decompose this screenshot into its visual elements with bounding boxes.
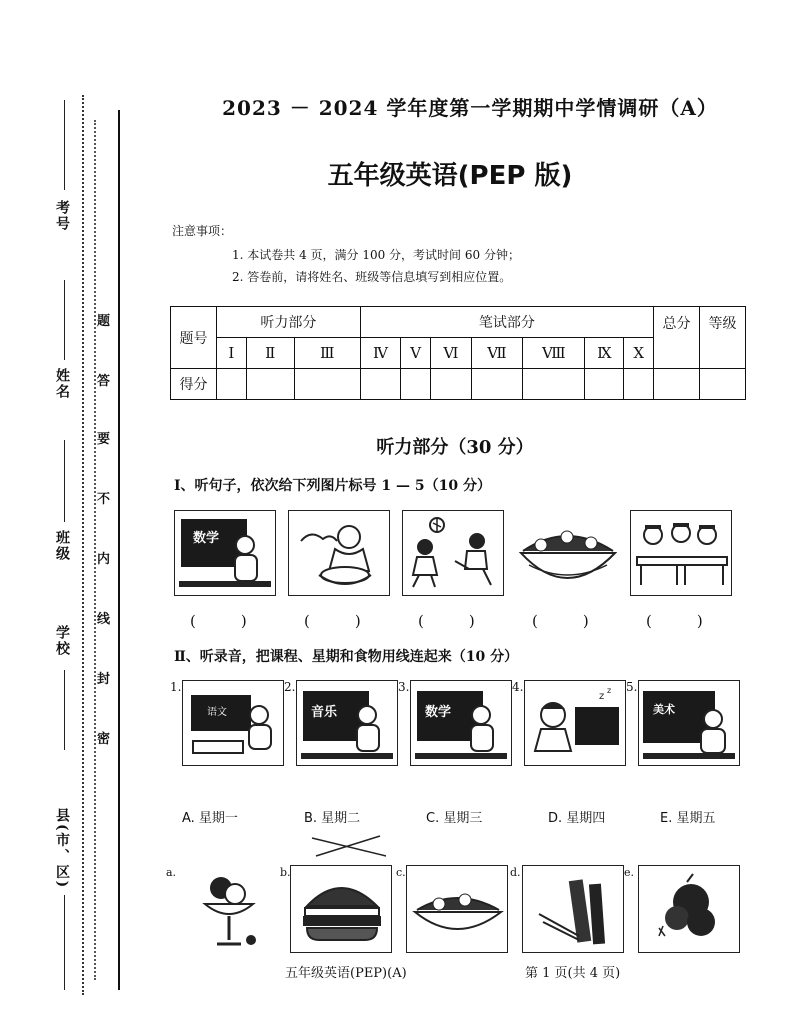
writing-header: 笔试部分 [360,307,653,338]
dotted-fold-line [82,95,84,995]
class-blank[interactable] [64,440,65,522]
footer-subject: 五年级英语(PEP)(A) [285,966,407,981]
seal-char: 不 [97,492,111,507]
score-cell[interactable] [294,369,360,400]
binding-margin [0,0,130,1018]
footer-page-number: 第 1 页(共 4 页) [525,966,621,981]
math-class-illustration [411,681,512,766]
score-cell[interactable] [401,369,431,400]
col-header: Ⅶ [471,338,522,369]
exam-number-label: 考号 [54,200,70,232]
hamburger-illustration [291,866,393,954]
seal-char: 答 [97,374,111,389]
girl-washing-illustration [289,511,390,596]
exam-number-blank[interactable] [64,100,65,190]
board-text: 音乐 [311,705,338,720]
food-letter: b. [280,866,291,879]
seal-char: 题 [97,314,111,329]
picture-ice-cream [180,865,282,953]
board-text: 美术 [653,703,675,716]
board-text: 数学 [425,705,452,720]
picture-hamburger [290,865,392,953]
col-header: Ⅳ [360,338,400,369]
svg-text:z: z [599,691,605,702]
score-cell[interactable] [360,369,400,400]
food-letter: d. [510,866,521,879]
score-cell[interactable] [523,369,585,400]
picture-boys-soccer [402,510,504,596]
picture-math-class [410,680,512,766]
name-blank[interactable] [64,280,65,360]
food-letter: e. [624,866,635,879]
score-cell[interactable] [217,369,247,400]
day-option-d: D. 星期四 [548,811,606,826]
grapes-illustration [639,866,741,954]
seal-char: 内 [97,552,111,567]
day-option-e: E. 星期五 [660,811,716,826]
chinese-class-illustration [183,681,284,766]
salad-bowl-illustration [517,511,618,596]
row-header-number: 题号 [171,307,217,369]
score-cell[interactable] [246,369,294,400]
seal-char: 线 [97,612,111,627]
teacher-board-illustration [175,511,276,596]
subject-title: 五年级英语(PEP 版) [327,161,573,191]
picture-girl-sleepy [524,680,626,766]
svg-text:z: z [607,686,612,695]
salad-bowl-illustration [407,866,509,954]
col-header: Ⅴ [401,338,431,369]
answer-blank-1[interactable]: ( ) [190,612,247,630]
grade-cell[interactable] [700,369,746,400]
picture-art-class [638,680,740,766]
music-class-illustration [297,681,398,766]
picture-salad [516,510,618,596]
answer-blank-2[interactable]: ( ) [304,612,361,630]
listening-header: 听力部分 [217,307,361,338]
girl-sleepy-illustration [525,681,626,766]
col-header: Ⅵ [431,338,472,369]
item-number: 3. [398,680,410,694]
seal-char: 密 [97,732,111,747]
chocolate-bars-illustration [523,866,625,954]
dotted-fold-line-inner [94,120,96,980]
score-cell[interactable] [585,369,624,400]
food-letter: c. [396,866,406,879]
boys-soccer-illustration [403,511,504,596]
day-option-c: C. 星期三 [426,811,483,826]
name-label: 姓名 [54,368,70,400]
day-option-b: B. 星期二 [304,811,361,826]
class-label: 班级 [54,530,70,562]
col-header: Ⅸ [585,338,624,369]
picture-teacher-math [174,510,276,596]
total-header: 总分 [654,307,700,369]
col-header: Ⅹ [624,338,654,369]
total-cell[interactable] [654,369,700,400]
score-cell[interactable] [624,369,654,400]
grade-header: 等级 [700,307,746,369]
answer-blank-4[interactable]: ( ) [532,612,589,630]
picture-chocolate-bars [522,865,624,953]
students-desks-illustration [631,511,732,596]
ice-cream-illustration [181,866,283,954]
crossed-pencil-lines [310,832,390,862]
item-number: 4. [512,680,524,694]
note-item: 1. 本试卷共 4 页，满分 100 分，考试时间 60 分钟； [232,248,520,262]
seal-char: 封 [97,672,111,687]
item-number: 1. [170,680,182,694]
answer-blank-3[interactable]: ( ) [418,612,475,630]
seal-line [118,110,120,990]
answer-blank-5[interactable]: ( ) [646,612,703,630]
score-cell[interactable] [471,369,522,400]
col-header: Ⅲ [294,338,360,369]
note-item: 2. 答卷前，请将姓名、班级等信息填写到相应位置。 [232,270,512,284]
board-text: 语文 [207,707,227,718]
art-class-illustration [639,681,740,766]
picture-students-desks [630,510,732,596]
county-blank[interactable] [64,895,65,990]
picture-music-class [296,680,398,766]
picture-chinese-class [182,680,284,766]
seal-char: 要 [97,432,111,447]
listening-section-title: 听力部分（30 分） [376,437,534,458]
school-blank[interactable] [64,670,65,750]
col-header: Ⅷ [523,338,585,369]
picture-grapes [638,865,740,953]
col-header: Ⅰ [217,338,247,369]
item-number: 2. [284,680,296,694]
col-header: Ⅱ [246,338,294,369]
exam-title: 2023 － 2024 学年度第一学期期中学情调研（A） [222,96,718,120]
score-table [170,306,746,400]
notes-label: 注意事项： [172,224,233,238]
day-option-a: A. 星期一 [182,811,238,826]
row-header-score: 得分 [171,369,217,400]
question2-title: Ⅱ、听录音，把课程、星期和食物用线连起来（10 分） [174,649,519,665]
picture-girl-washing [288,510,390,596]
question1-title: Ⅰ、听句子，依次给下列图片标号 1 — 5（10 分） [174,478,492,494]
board-text: 数学 [193,531,220,546]
score-cell[interactable] [431,369,472,400]
school-label: 学校 [54,625,70,657]
food-letter: a. [166,866,177,879]
item-number: 5. [626,680,638,694]
county-label: 县(市、区) [54,808,70,890]
picture-salad-bowl [406,865,508,953]
